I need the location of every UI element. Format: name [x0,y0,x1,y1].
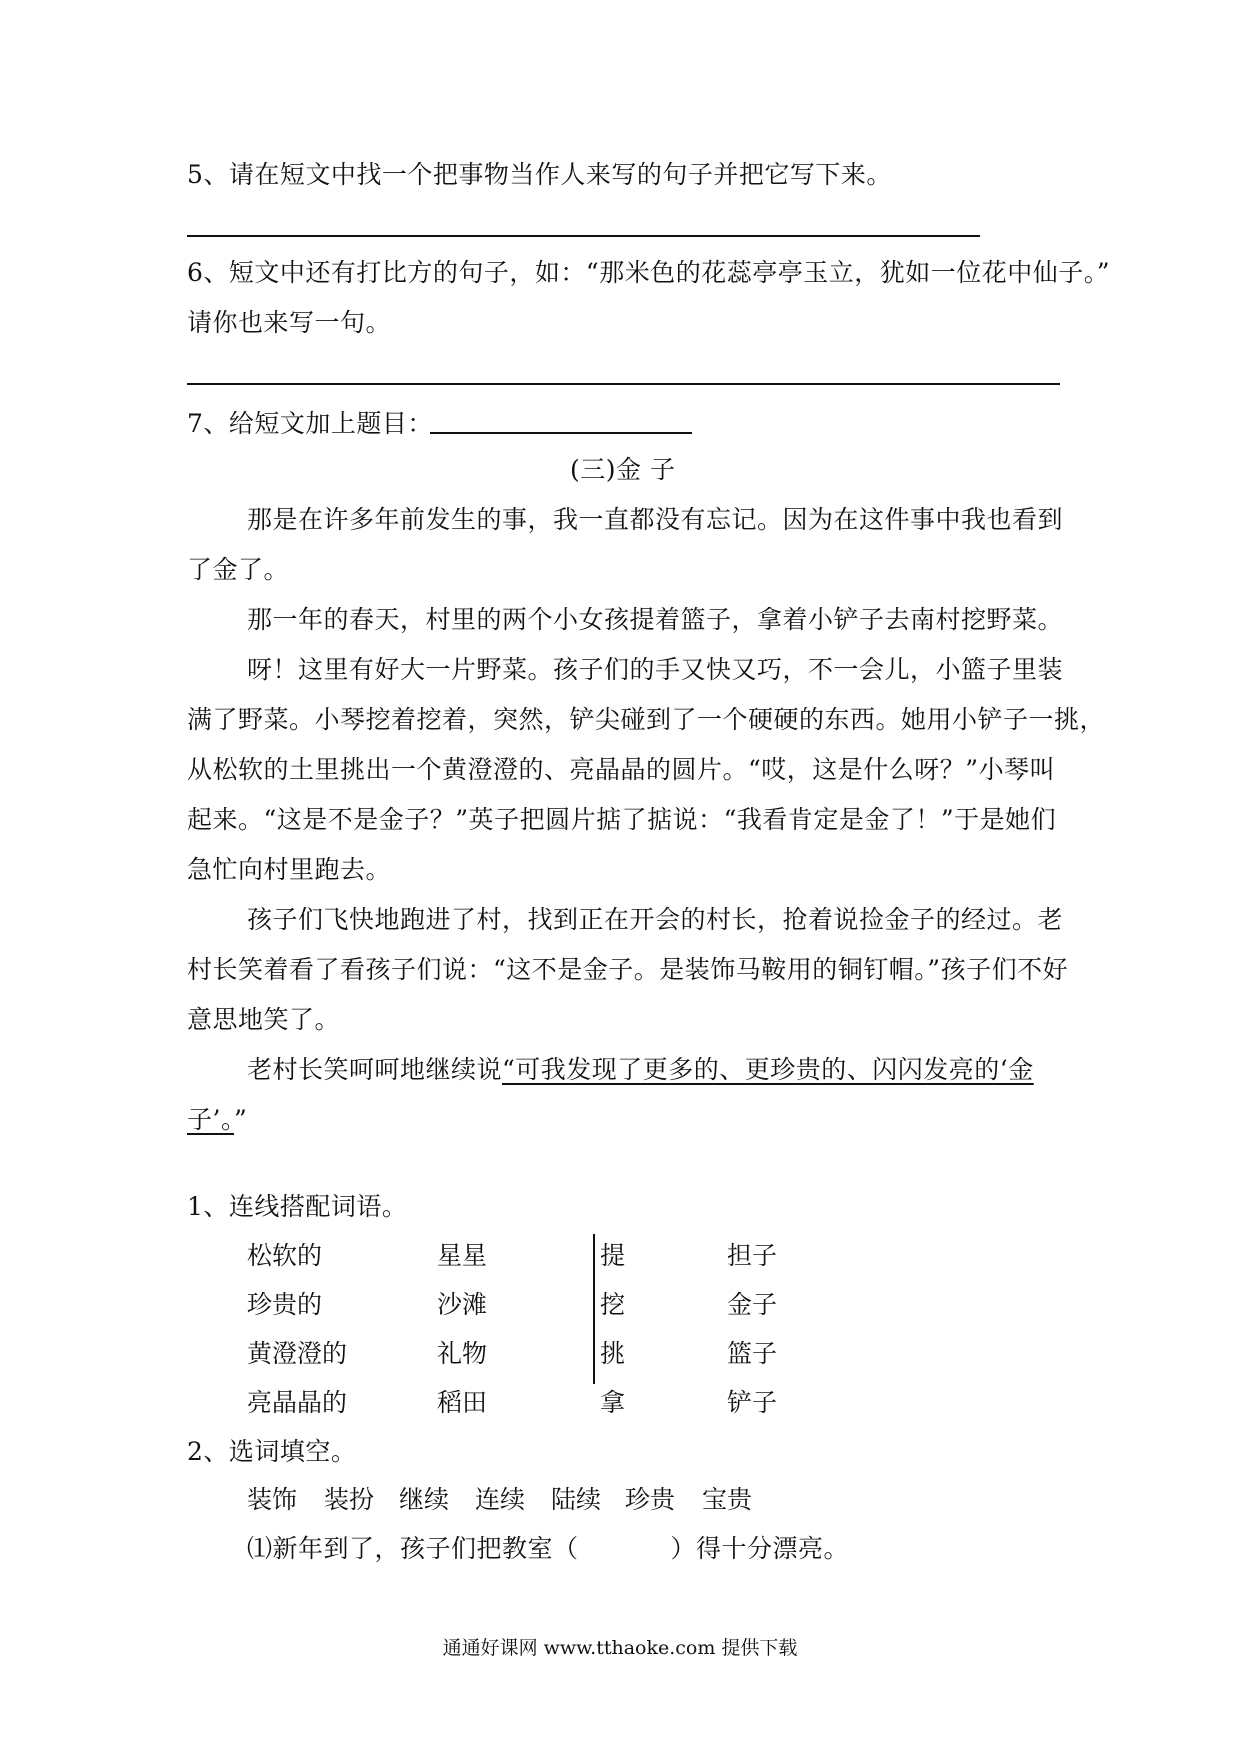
passage-line: 那一年的春天，村里的两个小女孩提着篮子，拿着小铲子去南村挖野菜。 [247,605,1064,634]
underlined-sentence: “可我发现了更多的、更珍贵的、闪闪发亮的‘金 [502,1055,1034,1084]
noun-word: 稻田 [437,1388,488,1417]
question-5: 5、请在短文中找一个把事物当作人来写的句子并把它写下来。 [187,160,892,189]
closing-quote: ” [233,1105,248,1134]
object-word: 担子 [727,1241,778,1270]
noun-word: 礼物 [437,1339,488,1368]
passage-line: 村长笑着看了看孩子们说：“这不是金子。是装饰马鞍用的铜钉帽。”孩子们不好 [187,955,1069,984]
column-divider [593,1234,595,1384]
passage-line: 意思地笑了。 [187,1005,341,1034]
question-text: ⑴新年到了，孩子们把教室（ [247,1534,579,1563]
word-bank-item: 继续 [399,1485,450,1514]
object-word: 篮子 [727,1339,778,1368]
passage-line: 了金了。 [187,555,290,584]
passage-line [247,1055,1034,1085]
left-word: 黄澄澄的 [247,1339,348,1368]
passage-line: 从松软的土里挑出一个黄澄澄的、亮晶晶的圆片。“哎，这是什么呀？”小琴叫 [187,755,1056,784]
word-bank-item: 珍贵 [625,1485,676,1514]
left-word: 亮晶晶的 [247,1388,348,1417]
passage-line: 孩子们飞快地跑进了村，找到正在开会的村长，抢着说捡金子的经过。老 [247,905,1064,934]
passage-line: 满了野菜。小琴挖着挖着，突然，铲尖碰到了一个硬硬的东西。她用小铲子一挑， [187,705,1106,734]
question-7: 7、给短文加上题目： [187,409,433,438]
verb-word: 提 [600,1241,626,1270]
passage-last-prefix: 老村长笑呵呵地继续说 [247,1055,503,1084]
question-text: ）得十分漂亮。 [670,1534,850,1563]
exercise-2-title: 2、选词填空。 [187,1437,357,1466]
verb-word: 挖 [600,1290,626,1319]
passage-line: 急忙向村里跑去。 [187,855,392,884]
noun-word: 星星 [437,1241,488,1270]
question-6-line2: 请你也来写一句。 [187,308,392,337]
fill-blank-question-1 [247,1534,849,1564]
page-footer: 通通好课网 www.tthaoke.com 提供下载 [442,1637,798,1659]
question-6-line1: 6、短文中还有打比方的句子，如：“那米色的花蕊亭亭玉立，犹如一位花中仙子。” [187,258,1110,287]
passage-line [187,1105,247,1135]
verb-word: 挑 [600,1339,626,1368]
passage-line: 起来。“这是不是金子？”英子把圆片掂了掂说：“我看肯定是金了！”于是她们 [187,805,1057,834]
answer-line-6 [187,383,1060,385]
verb-word: 拿 [600,1388,626,1417]
exercise-1-title: 1、连线搭配词语。 [187,1192,408,1221]
word-bank-item: 连续 [475,1485,526,1514]
noun-word: 沙滩 [437,1290,488,1319]
passage-line: 呀！这里有好大一片野菜。孩子们的手又快又巧，不一会儿，小篮子里装 [247,655,1064,684]
underlined-sentence-end: 子’。 [187,1105,234,1134]
object-word: 金子 [727,1290,778,1319]
passage-title: (三)金 子 [570,455,676,484]
word-bank-item: 装扮 [324,1485,375,1514]
word-bank-item: 陆续 [551,1485,602,1514]
answer-line-7 [430,432,692,434]
left-word: 珍贵的 [247,1290,323,1319]
answer-line-5 [187,235,980,237]
word-bank-item: 装饰 [247,1485,298,1514]
object-word: 铲子 [727,1388,778,1417]
word-bank-item: 宝贵 [702,1485,753,1514]
passage-line: 那是在许多年前发生的事，我一直都没有忘记。因为在这件事中我也看到 [247,505,1064,534]
left-word: 松软的 [247,1241,323,1270]
